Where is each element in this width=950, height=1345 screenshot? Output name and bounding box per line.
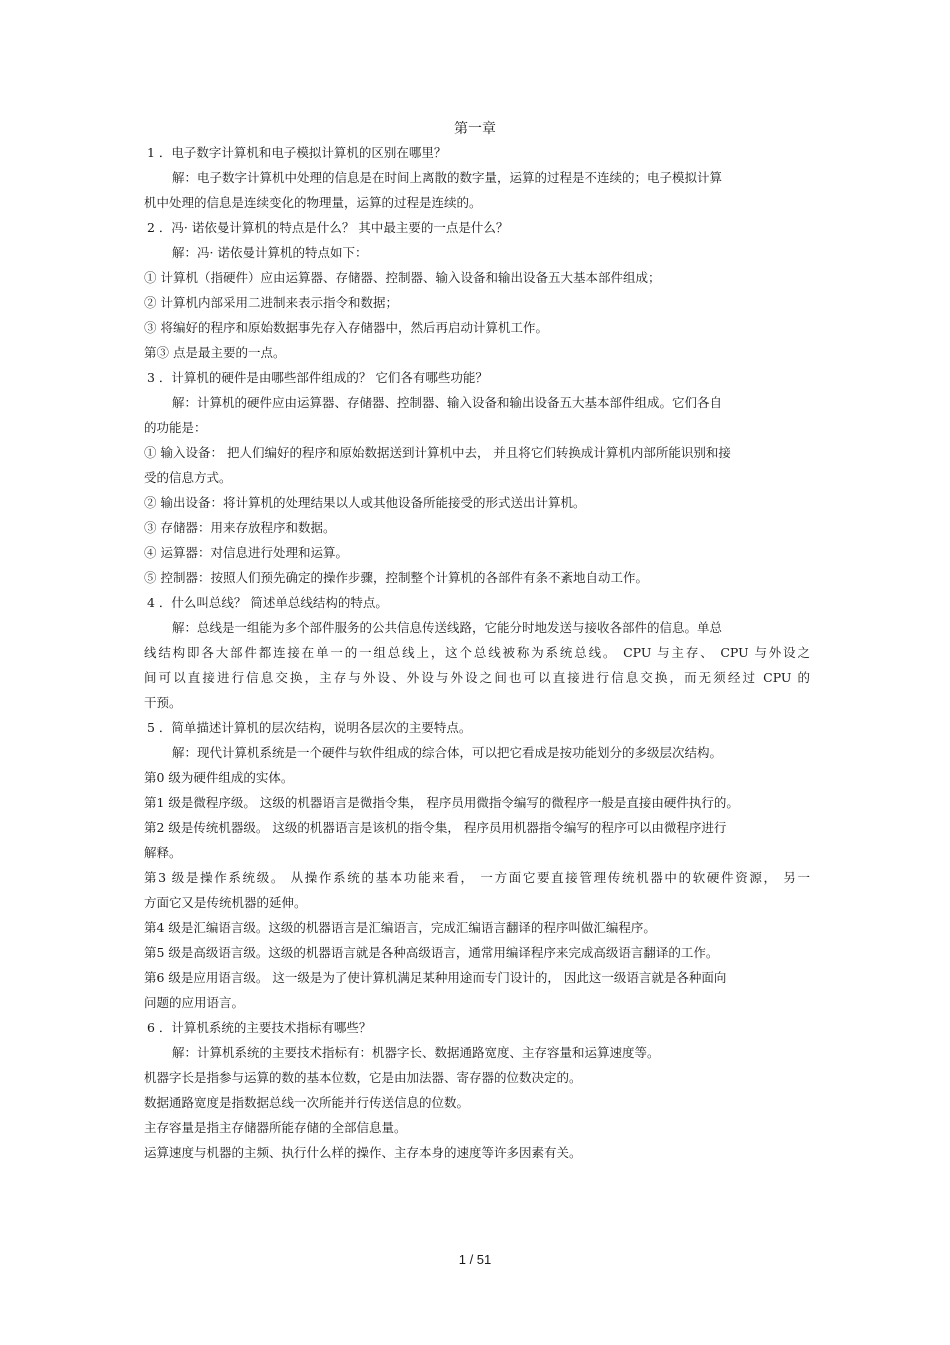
answer-3-item-4: ④ 运算器：对信息进行处理和运算。 [144, 545, 348, 560]
answer-5-level-6: 第6 级是应用语言级。 这一级是为了使计算机满足某种用途而专门设计的， 因此这一级语言就是各种面向 [144, 970, 727, 985]
answer-5-level-0: 第0 级为硬件组成的实体。 [144, 770, 294, 785]
answer-5-level-2: 第2 级是传统机器级。 这级的机器语言是该机的指令集， 程序员用机器指令编写的程序可以由微程序进行 [144, 820, 727, 835]
answer-3-line-1: 解：计算机的硬件应由运算器、存储器、控制器、输入设备和输出设备五大基本部件组成。它们各自 [172, 395, 723, 410]
question-5: 5 ．简单描述计算机的层次结构，说明各层次的主要特点。 [147, 720, 472, 735]
answer-2-line-1: 解：冯· 诺依曼计算机的特点如下： [172, 245, 368, 260]
answer-3-line-2: 的功能是： [144, 420, 207, 435]
answer-2-item-2: ② 计算机内部采用二进制来表示指令和数据； [144, 295, 398, 310]
page-number: 1 / 51 [458, 1252, 492, 1267]
answer-4-line-2: 线结构即各大部件都连接在单一的一组总线上，这个总线被称为系统总线。 CPU 与主存、 CPU 与外设之 [144, 645, 810, 660]
document-body [144, 143, 810, 1168]
chapter-title: 第一章 [454, 121, 496, 137]
answer-5-level-3-cont: 方面它又是传统机器的延伸。 [144, 895, 307, 910]
answer-2-item-3: ③ 将编好的程序和原始数据事先存入存储器中，然后再启动计算机工作。 [144, 320, 548, 335]
answer-6-data-path: 数据通路宽度是指数据总线一次所能并行传送信息的位数。 [144, 1095, 470, 1110]
question-4: 4 ．什么叫总线？ 简述单总线结构的特点。 [147, 595, 388, 610]
answer-2-conclusion: 第③ 点是最主要的一点。 [144, 345, 286, 360]
question-3: 3 ．计算机的硬件是由哪些部件组成的？ 它们各有哪些功能？ [147, 370, 488, 385]
answer-4-line-1: 解：总线是一组能为多个部件服务的公共信息传送线路，它能分时地发送与接收各部件的信息。单总 [172, 620, 723, 635]
answer-1-line-2: 机中处理的信息是连续变化的物理量，运算的过程是连续的。 [144, 195, 482, 210]
answer-5-level-3: 第3 级是操作系统级。 从操作系统的基本功能来看， 一方面它要直接管理传统机器中的软硬件资源， 另一 [144, 870, 810, 885]
answer-4-line-3: 间可以直接进行信息交换，主存与外设、外设与外设之间也可以直接进行信息交换，而无须经过 CPU 的 [144, 670, 810, 685]
answer-5-level-6-cont: 问题的应用语言。 [144, 995, 245, 1010]
answer-5-level-4: 第4 级是汇编语言级。这级的机器语言是汇编语言，完成汇编语言翻译的程序叫做汇编程序。 [144, 920, 656, 935]
answer-3-item-2: ② 输出设备：将计算机的处理结果以人或其他设备所能接受的形式送出计算机。 [144, 495, 586, 510]
answer-3-item-1: ① 输入设备： 把人们编好的程序和原始数据送到计算机中去， 并且将它们转换成计算机内部所能识别和接 [144, 445, 731, 460]
question-1: 1 ．电子数字计算机和电子模拟计算机的区别在哪里？ [147, 145, 447, 160]
answer-6-line-1: 解：计算机系统的主要技术指标有：机器字长、数据通路宽度、主存容量和运算速度等。 [172, 1045, 660, 1060]
answer-5-level-2-cont: 解释。 [144, 845, 182, 860]
question-6: 6 ．计算机系统的主要技术指标有哪些？ [147, 1020, 372, 1035]
answer-1-line-1: 解：电子数字计算机中处理的信息是在时间上离散的数字量，运算的过程是不连续的；电子模拟计算 [172, 170, 723, 185]
answer-3-item-5: ⑤ 控制器：按照人们预先确定的操作步骤，控制整个计算机的各部件有条不紊地自动工作。 [144, 570, 648, 585]
answer-2-item-1: ① 计算机（指硬件）应由运算器、存储器、控制器、输入设备和输出设备五大基本部件组成； [144, 270, 661, 285]
answer-5-line-1: 解：现代计算机系统是一个硬件与软件组成的综合体，可以把它看成是按功能划分的多级层次结构。 [172, 745, 723, 760]
answer-6-memory-capacity: 主存容量是指主存储器所能存储的全部信息量。 [144, 1120, 407, 1135]
answer-5-level-5: 第5 级是高级语言级。这级的机器语言就是各种高级语言，通常用编译程序来完成高级语言翻译的工作。 [144, 945, 719, 960]
answer-3-item-1-cont: 受的信息方式。 [144, 470, 232, 485]
answer-6-word-length: 机器字长是指参与运算的数的基本位数，它是由加法器、寄存器的位数决定的。 [144, 1070, 582, 1085]
answer-6-speed: 运算速度与机器的主频、执行什么样的操作、主存本身的速度等许多因素有关。 [144, 1145, 582, 1160]
answer-5-level-1: 第1 级是微程序级。 这级的机器语言是微指令集， 程序员用微指令编写的微程序一般是直接由硬件执行的。 [144, 795, 739, 810]
question-2: 2 ．冯· 诺依曼计算机的特点是什么？ 其中最主要的一点是什么？ [147, 220, 509, 235]
answer-4-line-4: 干预。 [144, 695, 182, 710]
answer-3-item-3: ③ 存储器：用来存放程序和数据。 [144, 520, 336, 535]
